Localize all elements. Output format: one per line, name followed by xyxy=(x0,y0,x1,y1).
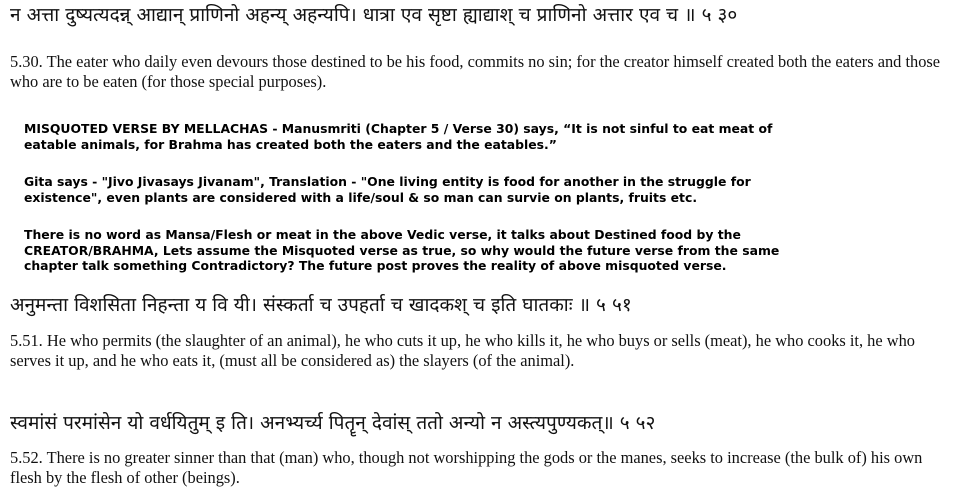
verse-5-51-translation: 5.51. He who permits (the slaughter of an animal), he who cuts it up, he who kills it, he who buys or sells (meat), he who cooks it, he who serves it up, and he who eats it, (must all be considered as) the slayers (of the animal). xyxy=(10,331,915,370)
commentary-gita-quote: Gita says - "Jivo Jivasays Jivanam", Translation - "One living entity is food for another in the struggle for existence", even plants are considered with a life/soul & so man can survie on plants, fruits etc. xyxy=(24,174,751,205)
verse-5-30-sanskrit: न अत्ता दुष्यत्यदन्न् आद्यान् प्राणिनो अहन्य् अहन्यपि। धात्रा एव सृष्टा ह्याद्याश् च प्राणिनो अत्तार एव च ॥ ५ ३० xyxy=(10,4,738,26)
commentary-contradiction: There is no word as Mansa/Flesh or meat in the above Vedic verse, it talks about Destined food by the CREATOR/BRAHMA, Lets assume the Misquoted verse as true, so why would the future verse from the same chapter talk something Contradictory? The future post proves the reality of above misquoted verse. xyxy=(24,227,780,273)
verse-5-30-translation: 5.30. The eater who daily even devours those destined to be his food, commits no sin; for the creator himself created both the eaters and those who are to be eaten (for those special purposes). xyxy=(10,52,941,91)
commentary-misquoted-verse: MISQUOTED VERSE BY MELLACHAS - Manusmriti (Chapter 5 / Verse 30) says, “It is not sinful to eat meat of eatable animals, for Brahma has created both the eaters and the eatables.” xyxy=(24,121,773,152)
verse-5-52-translation: 5.52. There is no greater sinner than that (man) who, though not worshipping the gods or the manes, seeks to increase (the bulk of) his own flesh by the flesh of other (beings). xyxy=(10,448,923,487)
verse-5-51-sanskrit: अनुमन्ता विशसिता निहन्ता य वि यी। संस्कर्ता च उपहर्ता च खादकश् च इति घातकाः ॥ ५ ५१ xyxy=(10,294,632,316)
verse-5-52-sanskrit: स्वमांसं परमांसेन यो वर्धयितुम् इ ति। अनभ्यर्च्य पितॄन् देवांस् ततो अन्यो न अस्त्यपुण्यकत्॥ ५ ५२ xyxy=(10,412,656,434)
